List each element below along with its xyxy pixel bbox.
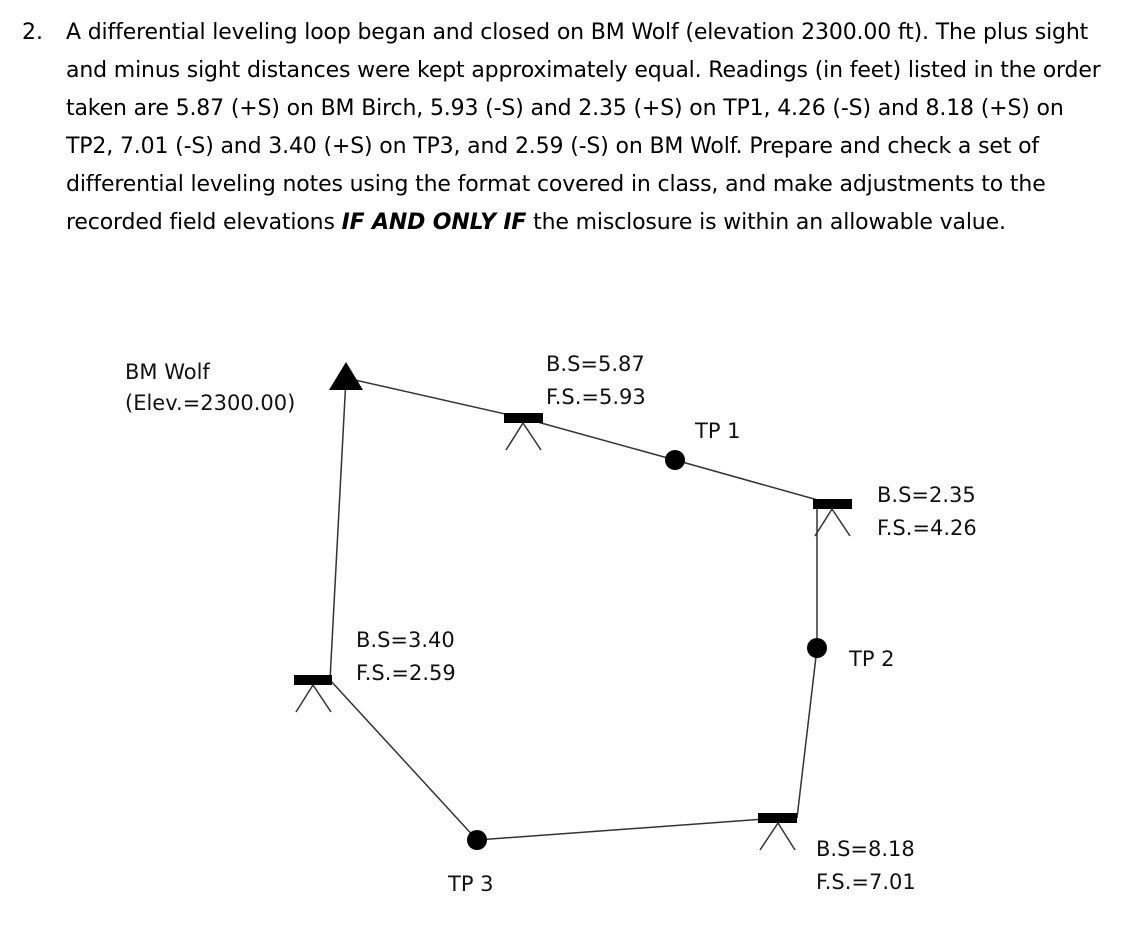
tp3-label: TP 3 bbox=[448, 872, 494, 896]
setup2-backsight: B.S=2.35 bbox=[877, 483, 976, 507]
benchmark-elevation: (Elev.=2300.00) bbox=[125, 391, 296, 415]
sight-line-setup1-tp1 bbox=[523, 418, 675, 460]
sight-line-tp3-setup4 bbox=[330, 680, 477, 840]
sight-line-bm-setup1 bbox=[346, 378, 523, 418]
turning-point-marker bbox=[807, 638, 827, 658]
sight-line-tp1-setup2 bbox=[675, 460, 832, 504]
benchmark-name: BM Wolf bbox=[125, 360, 210, 384]
problem-text-main: A differential leveling loop began and closed on BM Wolf (elevation 2300.00 ft). The plus sight and minus sight distances were kept approximately equal. Readings (in feet) listed in the order taken are 5.87 (+S) on BM Birch, 5.93 (-S) and 2.35 (+S) on TP1, 4.26 (-S) and 8.18 (+S) on TP2, 7.01 (-S) and 3.40 (+S) on TP3, and 2.59 (-S) on BM Wolf. Prepare and check a set of differential leveling notes using the format covered in class, and make adjustments to the recorded field elevations bbox=[66, 20, 1101, 235]
sight-line-setup3-tp3 bbox=[477, 818, 778, 840]
setup1-foresight: F.S.=5.93 bbox=[546, 385, 646, 409]
sight-line-setup4-bm bbox=[330, 378, 346, 680]
turning-point-marker bbox=[467, 830, 487, 850]
setup3-backsight: B.S=8.18 bbox=[816, 837, 915, 861]
setup3-foresight: F.S.=7.01 bbox=[816, 870, 916, 894]
tp1-label: TP 1 bbox=[695, 419, 741, 443]
tp2-label: TP 2 bbox=[849, 647, 895, 671]
setup1-backsight: B.S=5.87 bbox=[546, 352, 645, 376]
instrument-setup-icon bbox=[504, 413, 543, 450]
turning-point-marker bbox=[665, 450, 685, 470]
problem-emphasis: IF AND ONLY IF bbox=[341, 210, 527, 235]
instrument-setup-icon bbox=[294, 675, 332, 712]
sight-line-tp2-setup3 bbox=[797, 648, 817, 818]
instrument-setup-icon bbox=[813, 499, 852, 536]
benchmark-triangle-icon bbox=[329, 362, 363, 390]
problem-text-end: the misclosure is within an allowable value. bbox=[533, 210, 1006, 235]
loop-lines bbox=[330, 378, 832, 840]
problem-number: 2. bbox=[22, 20, 43, 45]
instrument-setup-icon bbox=[758, 813, 797, 850]
setup2-foresight: F.S.=4.26 bbox=[877, 516, 977, 540]
setup4-backsight: B.S=3.40 bbox=[356, 628, 455, 652]
setup4-foresight: F.S.=2.59 bbox=[356, 661, 456, 685]
